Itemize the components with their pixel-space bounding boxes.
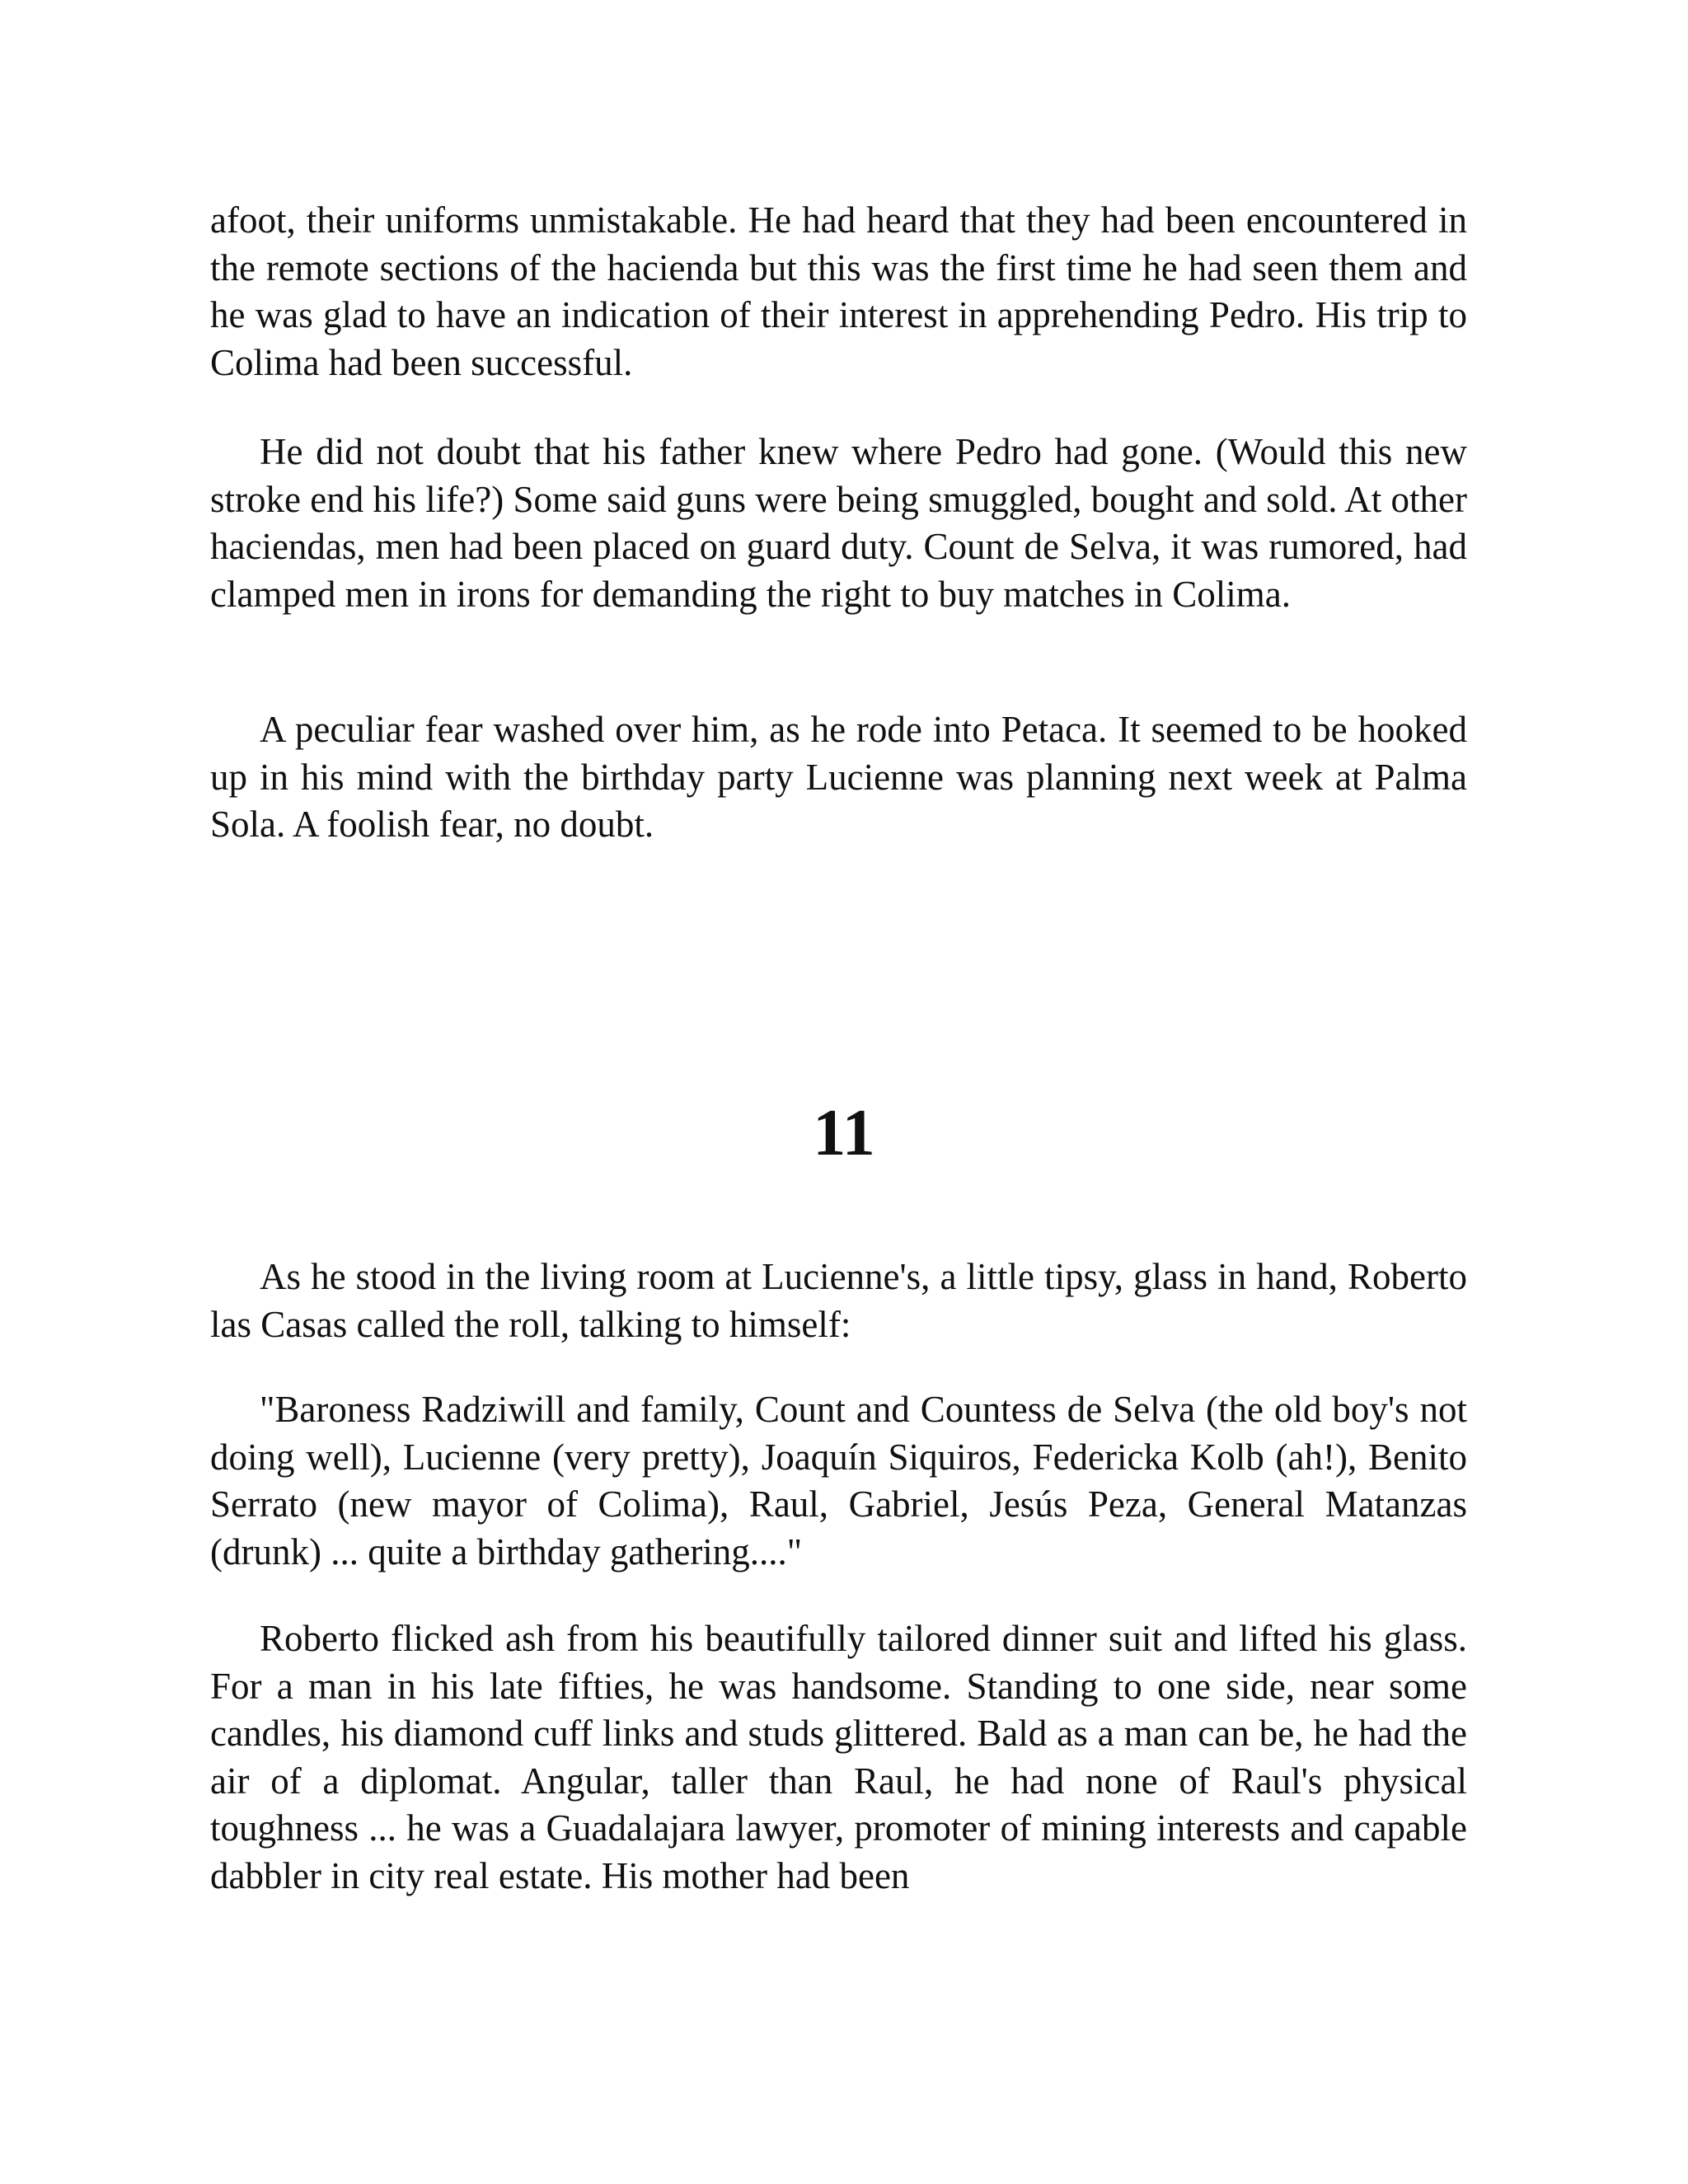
paragraph-guest-list: "Baroness Radziwill and family, Count and Countess de Selva (the old boy's not doing well), Lucienne (very pretty), Joaquín Siquiros, Federicka Kolb (ah!), Benito Serrato (new mayor of Colima), Raul, Gabriel, Jesús Peza, General Matanzas (drunk) ... quite a birthday gathering...." xyxy=(210,1389,1467,1572)
paragraph-fear: A peculiar fear washed over him, as he rode into Petaca. It seemed to be hooked up in his mind with the birthday party Lucienne was planning next week at Palma Sola. A foolish fear, no doubt. xyxy=(210,709,1467,845)
chapter-number: 11 xyxy=(813,1097,875,1169)
paragraph-father: He did not doubt that his father knew where Pedro had gone. (Would this new stroke end his life?) Some said guns were being smuggled, bought and sold. At other haciendas, men had been placed on guard duty. Count de Selva, it was rumored, had clamped men in irons for demanding the right to buy matches in Colima. xyxy=(210,431,1467,615)
paragraph-continuation: afoot, their uniforms unmistakable. He had heard that they had been encountered in the remote sections of the hacienda but this was the first time he had seen them and he was glad to have an indication of their interest in apprehending Pedro. His trip to Colima had been successful. xyxy=(210,199,1467,383)
paragraph-roberto: Roberto flicked ash from his beautifully tailored dinner suit and lifted his glass. For a man in his late fifties, he was handsome. Standing to one side, near some candles, his diamond cuff links and studs glittered. Bald as a man can be, he had the air of a diplomat. Angular, taller than Raul, he had none of Raul's physical toughness ... he was a Guadalajara lawyer, promoter of mining interests and capable dabbler in city real estate. His mother had been xyxy=(210,1618,1467,1896)
paragraph-roll-call: As he stood in the living room at Lucienne's, a little tipsy, glass in hand, Roberto las Casas called the roll, talking to himself: xyxy=(210,1256,1467,1345)
